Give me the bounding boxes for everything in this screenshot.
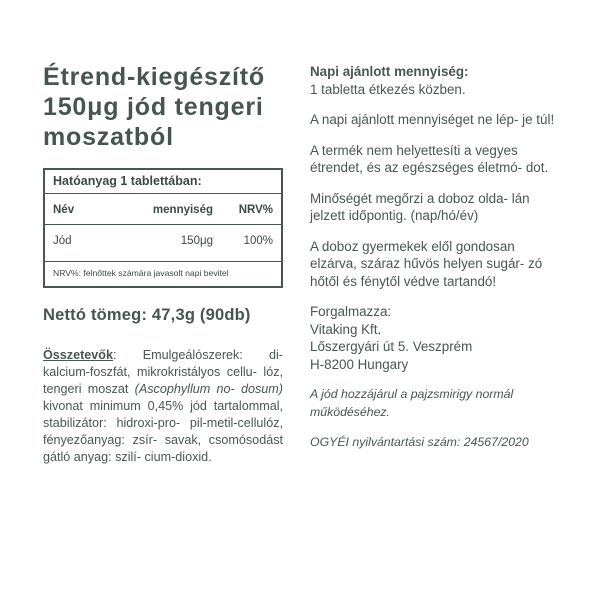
- cell-amount: 150μg: [180, 235, 213, 247]
- dose-heading: Napi ajánlott mennyiség:: [310, 64, 469, 79]
- net-weight: Nettó tömeg: 47,3g (90db): [43, 306, 251, 324]
- distributor-block: [310, 303, 560, 373]
- distributor-street: Lőszergyári út 5. Veszprém: [310, 339, 473, 354]
- storage-text: A doboz gyermekek elől gondosan elzárva, száraz hűvös helyen sugár- zó hőtől és fénytől védve tartandó!: [310, 238, 543, 289]
- dose-text: 1 tabletta étkezés közben.: [310, 81, 466, 97]
- left-column: [43, 62, 283, 466]
- cell-name: Jód: [53, 235, 72, 247]
- warning-text: A napi ajánlott mennyiséget ne lép- je túl!: [310, 112, 555, 127]
- table-row: [45, 225, 281, 262]
- ingredients-label: Összetevők: [43, 348, 114, 362]
- table-header-row: [45, 194, 281, 225]
- table-title: Hatóanyag 1 tablettában:: [45, 170, 281, 194]
- ingredients-text-1: : Emulgeálószerek: di- kalcium-foszfát, mikrokristályos cellu- lóz, tengeri moszat: [43, 348, 283, 396]
- title-line-3: moszatból: [43, 123, 174, 151]
- nutrition-table: [43, 168, 283, 288]
- distributor-city: H-8200 Hungary: [310, 356, 409, 372]
- ingredients-latin: (Ascophyllum no- dosum): [134, 382, 283, 396]
- distributor-name: Vitaking Kft.: [310, 321, 382, 337]
- product-title: [43, 62, 283, 152]
- title-line-1: Étrend-kiegészítő: [43, 63, 265, 91]
- header-amount: mennyiség: [152, 204, 213, 216]
- best-before-text: Minőségét megőrzi a doboz olda- lán jelzett időpontig. (nap/hó/év): [310, 190, 530, 223]
- right-column: [310, 63, 560, 465]
- ingredients-text-2: kivonat minimum 0,45% jód tartalommal, stabilizátor: hidroxi-pro- pil-metil-cellulóz, fényezőanyag: zsír- savak, csomósodást gátló anyag: szilí- cium-dioxid.: [43, 399, 283, 464]
- distributor-label: Forgalmazza:: [310, 304, 392, 319]
- dose-block: [310, 63, 560, 98]
- table-footnote: NRV%: felnőttek számára javasolt napi bevitel: [53, 268, 229, 278]
- ingredients: [43, 347, 283, 466]
- substitute-text: A termék nem helyettesíti a vegyes étrendet, és az egészséges életmó- dot.: [310, 142, 549, 175]
- title-line-2: 150μg jód tengeri: [43, 93, 264, 121]
- header-nrv: NRV%: [238, 204, 273, 216]
- cell-nrv: 100%: [243, 235, 273, 247]
- header-name: Név: [53, 204, 75, 216]
- health-claim: A jód hozzájárul a pajzsmirigy normál működéséhez.: [310, 387, 514, 419]
- registration-number: OGYÉI nyilvántartási szám: 24567/2020: [310, 435, 529, 449]
